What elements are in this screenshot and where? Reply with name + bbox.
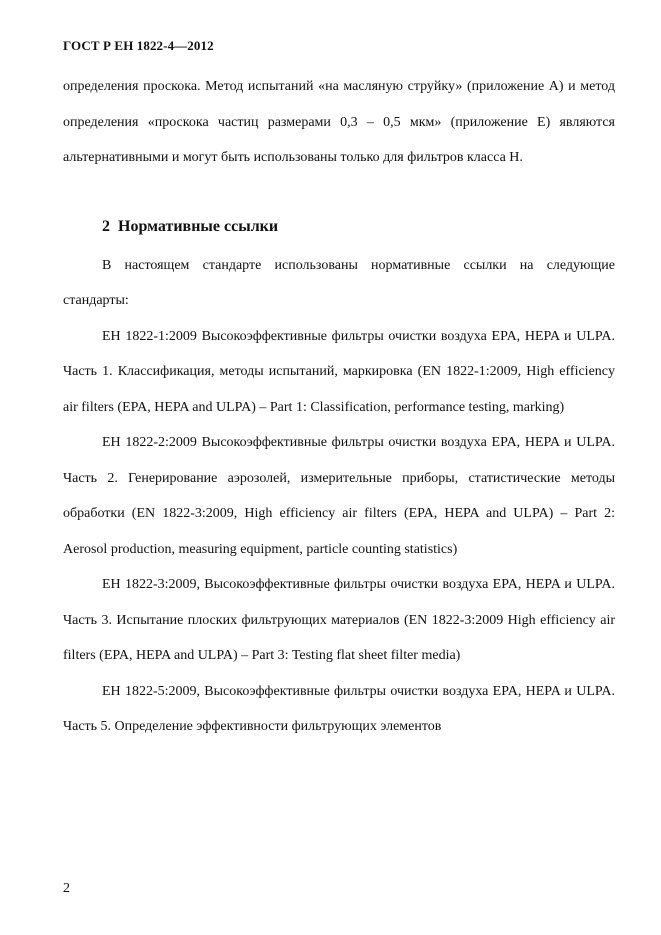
reference-item-en-1822-1: ЕН 1822-1:2009 Высокоэффективные фильтры очистки воздуха EPA, HEPA и ULPA. Часть 1. Классификация, методы испытаний, маркировка (EN 1822-1:2009, High efficiency air filters (EPA, HEPA and ULPA) – Part 1: Classification, performance testing, marking) [63,328,615,415]
section-number: 2 [102,217,110,235]
section-lead-paragraph: В настоящем стандарте использованы нормативные ссылки на следующие стандарты: [63,257,615,308]
document-body [63,69,615,745]
reference-item-en-1822-2: ЕН 1822-2:2009 Высокоэффективные фильтры очистки воздуха EPA, HEPA и ULPA. Часть 2. Генерирование аэрозолей, измерительные приборы, статистические методы обработки (EN 1822-3:2009, High efficiency air filters (EPA, HEPA and ULPA) – Part 2: Aerosol production, measuring equipment, particle counting statistics) [63,435,615,557]
section-title: Нормативные ссылки [118,217,279,235]
reference-item-en-1822-3: ЕН 1822-3:2009, Высокоэффективные фильтры очистки воздуха EPA, HEPA и ULPA. Часть 3. Испытание плоских фильтрующих материалов (EN 1822-3:2009 High efficiency air filters (EPA, HEPA and ULPA) – Part 3: Testing flat sheet filter media) [63,577,615,663]
intro-paragraph: определения проскока. Метод испытаний «на масляную струйку» (приложение А) и метод определения «проскока частиц размерами 0,3 – 0,5 мкм» (приложение Е) являются альтернативными и могут быть использованы только для фильтров класса Н. [63,79,615,165]
reference-item-en-1822-5: ЕН 1822-5:2009, Высокоэффективные фильтры очистки воздуха EPA, HEPA и ULPA. Часть 5. Определение эффективности фильтрующих элементов [63,683,615,734]
document-id-header: ГОСТ Р ЕН 1822-4—2012 [63,38,214,53]
page-number: 2 [63,881,70,896]
section-heading [63,176,615,248]
